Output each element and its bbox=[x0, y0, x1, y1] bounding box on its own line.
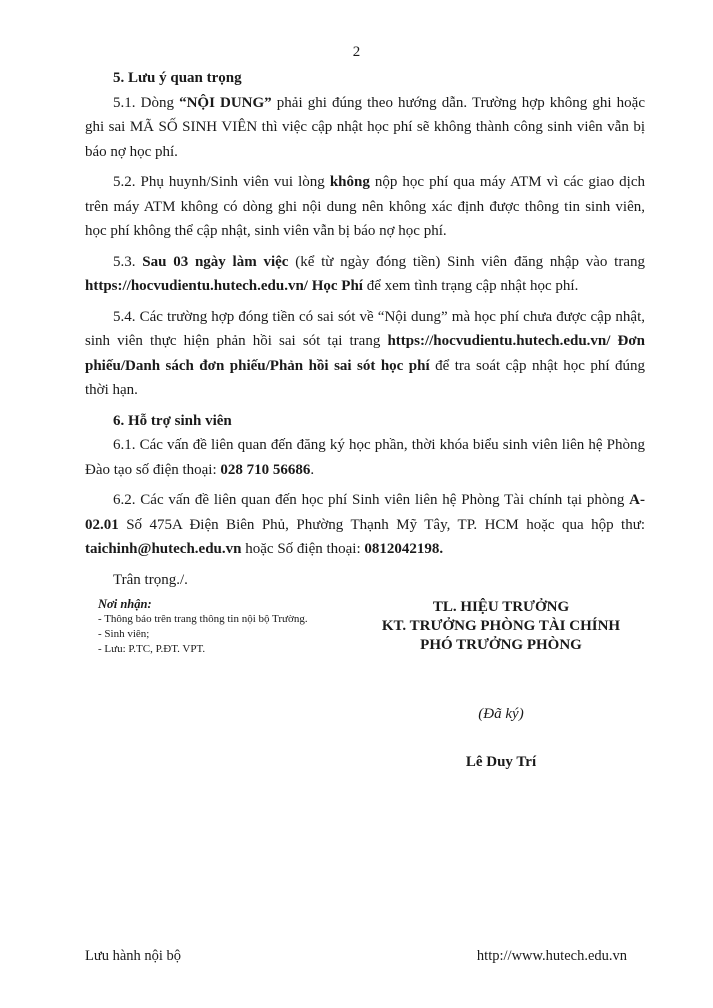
recipients-label: Nơi nhận: bbox=[98, 597, 152, 611]
finance-phone: 0812042198. bbox=[364, 541, 444, 557]
finance-email[interactable]: taichinh@hutech.edu.vn bbox=[85, 541, 242, 557]
hoc-phi-link[interactable]: https://hocvudientu.hutech.edu.vn/ Học Phí bbox=[85, 278, 363, 294]
signed-note: (Đã ký) bbox=[478, 706, 524, 722]
footer-internal-note: Lưu hành nội bộ bbox=[85, 948, 182, 964]
page-number: 2 bbox=[352, 44, 361, 60]
paragraph-5-2: 5.2. Phụ huynh/Sinh viên vui lòng không nộp học phí qua máy ATM vì các giao dịch trên máy ATM không có dòng ghi nội dung nên không xác định được thông tin sinh viên, học phí không thể cập nhật, sinh viên vẫn bị báo nợ học phí. bbox=[85, 174, 645, 239]
closing-text: Trân trọng./. bbox=[113, 571, 188, 588]
paragraph-5-1: 5.1. Dòng “NỘI DUNG” phải ghi đúng theo hướng dẫn. Trường hợp không ghi hoặc ghi sai MÃ SỐ SINH VIÊN thì việc cập nhật học phí sẽ không thành công sinh viên vẫn bị báo nợ học phí. bbox=[85, 94, 646, 160]
feedback-link[interactable]: https://hocvudientu.hutech.edu.vn/ Đơn phiếu/Danh sách đơn phiếu/Phản hồi sai sót học phí bbox=[85, 333, 646, 374]
recipient-item: - Lưu: P.TC, P.ĐT. VPT. bbox=[98, 643, 206, 655]
recipient-item: - Sinh viên; bbox=[98, 628, 150, 640]
recipients-block bbox=[98, 597, 368, 657]
signature-block bbox=[360, 598, 642, 771]
paragraph-5-4: 5.4. Các trường hợp đóng tiền có sai sót về “Nội dung” mà học phí chưa được cập nhật, sinh viên thực hiện phản hồi sai sót tại trang https://hocvudientu.hutech.edu.vn/ Đơn phiếu/Danh sách đơn phiếu/Phản hồi sai sót học phí để tra soát cập nhật học phí đúng thời hạn. bbox=[85, 308, 646, 398]
paragraph-6-2: 6.2. Các vấn đề liên quan đến học phí Sinh viên liên hệ Phòng Tài chính tại phòng A-02.01 Số 475A Điện Biên Phủ, Phường Thạnh Mỹ Tây, TP. HCM hoặc qua hộp thư: taichinh@hutech.edu.vn hoặc Số điện thoại: 0812042198. bbox=[85, 492, 645, 557]
paragraph-5-3: 5.3. Sau 03 ngày làm việc (kể từ ngày đóng tiền) Sinh viên đăng nhập vào trang https://hocvudientu.hutech.edu.vn/ Học Phí để xem tình trạng cập nhật học phí. bbox=[85, 253, 645, 294]
section-6-title: 6. Hỗ trợ sinh viên bbox=[113, 412, 232, 429]
recipient-item: - Thông báo trên trang thông tin nội bộ Trường. bbox=[98, 613, 308, 625]
signature-title-2: KT. TRƯỞNG PHÒNG TÀI CHÍNH bbox=[381, 618, 621, 634]
signer-name: Lê Duy Trí bbox=[465, 754, 537, 770]
room-number: A-02.01 bbox=[85, 492, 645, 533]
signature-title-3: PHÓ TRƯỞNG PHÒNG bbox=[420, 637, 582, 653]
section-5-title: 5. Lưu ý quan trọng bbox=[113, 70, 242, 86]
footer-website-link[interactable]: http://www.hutech.edu.vn bbox=[476, 948, 627, 964]
paragraph-6-1: 6.1. Các vấn đề liên quan đến đăng ký học phần, thời khóa biểu sinh viên liên hệ Phòng Đào tạo số điện thoại: 028 710 56686. bbox=[85, 437, 645, 478]
signature-title-1: TL. HIỆU TRƯỞNG bbox=[432, 599, 570, 615]
document-body bbox=[85, 66, 645, 592]
training-phone: 028 710 56686 bbox=[220, 461, 311, 478]
